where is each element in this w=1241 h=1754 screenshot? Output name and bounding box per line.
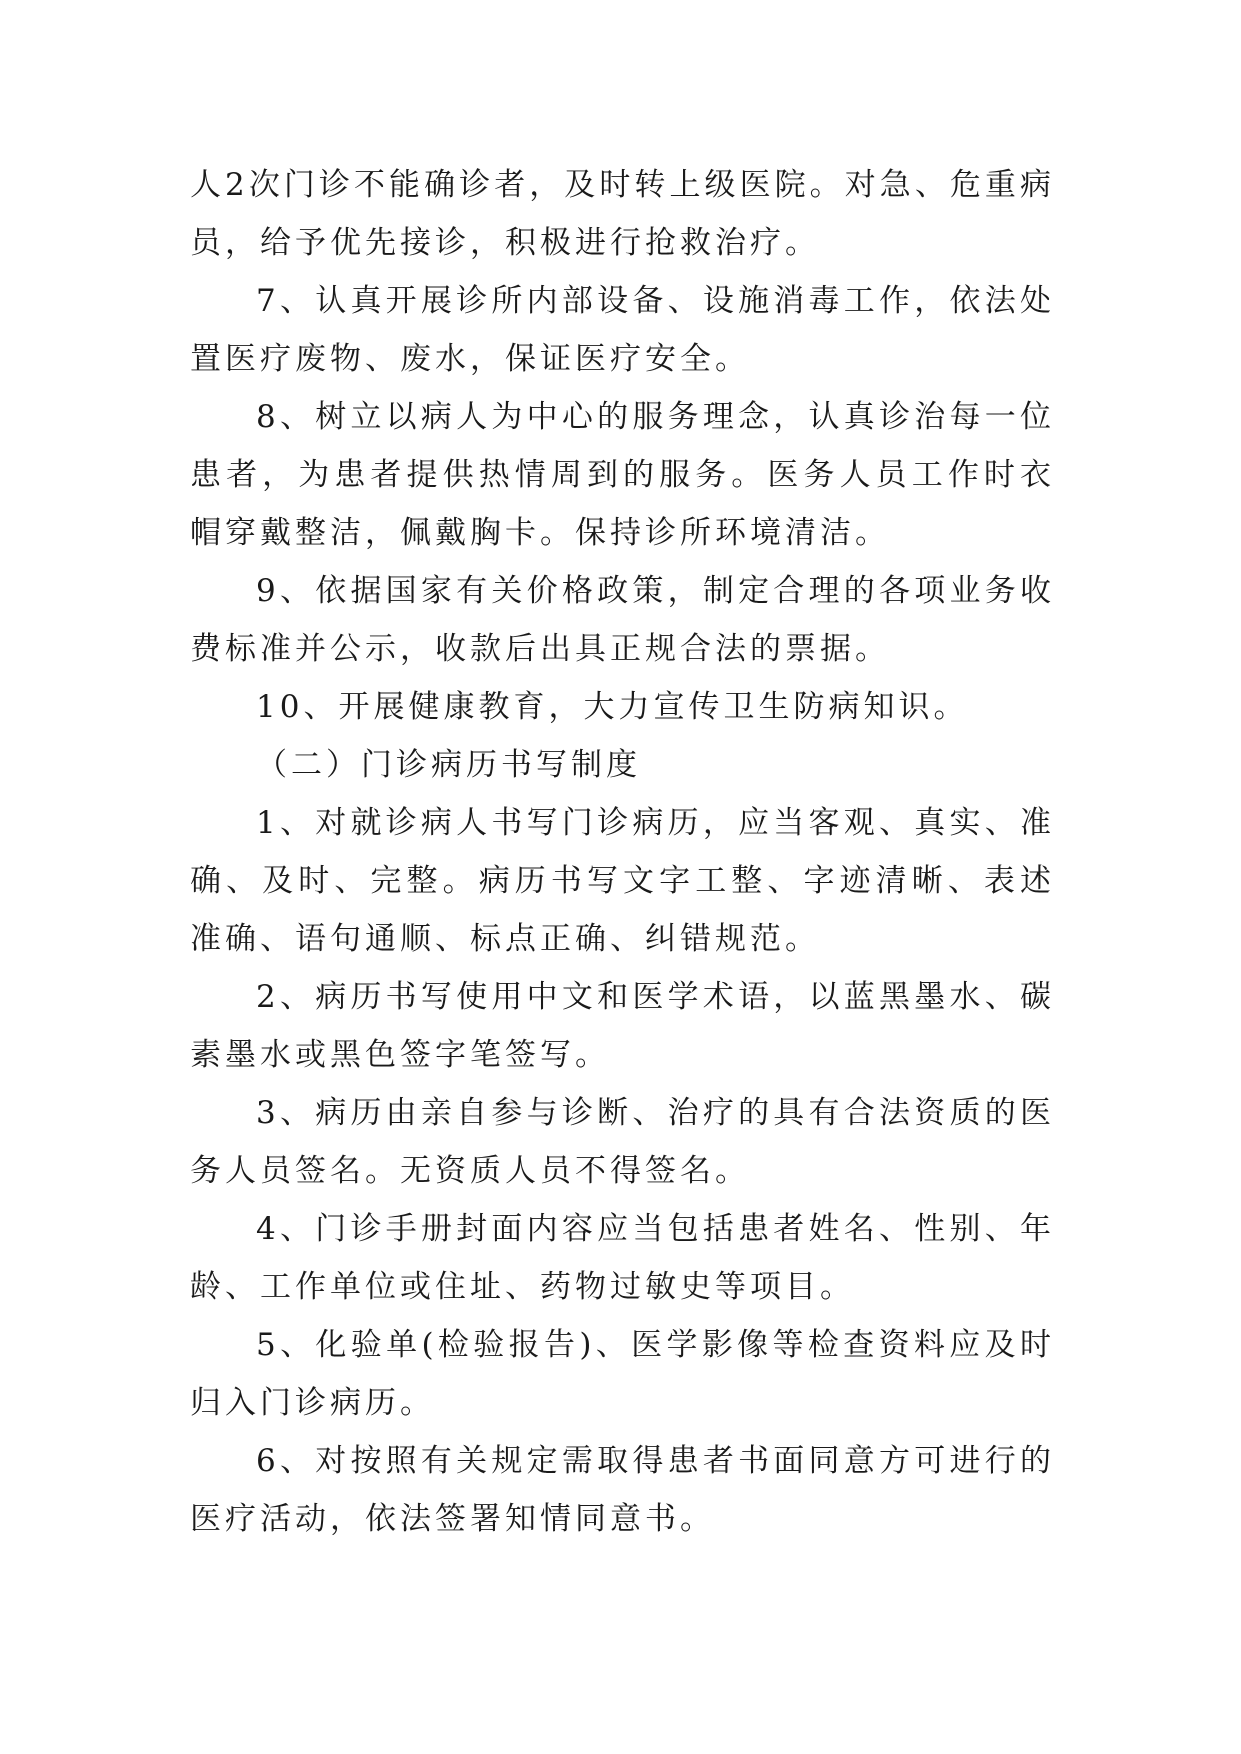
paragraph-record-5: 5、化验单(检验报告)、医学影像等检查资料应及时归入门诊病历。	[190, 1327, 1055, 1421]
paragraph-item-9: 9、依据国家有关价格政策，制定合理的各项业务收费标准并公示，收款后出具正规合法的票据。	[190, 573, 1055, 667]
paragraph-item-8: 8、树立以病人为中心的服务理念，认真诊治每一位患者，为患者提供热情周到的服务。医务人员工作时衣帽穿戴整洁，佩戴胸卡。保持诊所环境清洁。	[190, 399, 1055, 551]
document-body	[190, 156, 1055, 1548]
paragraph-record-4: 4、门诊手册封面内容应当包括患者姓名、性别、年龄、工作单位或住址、药物过敏史等项目。	[190, 1211, 1055, 1305]
paragraph-record-6: 6、对按照有关规定需取得患者书面同意方可进行的医疗活动，依法签署知情同意书。	[190, 1443, 1055, 1537]
section-heading: （二）门诊病历书写制度	[256, 747, 641, 783]
paragraph-continuation: 人2次门诊不能确诊者，及时转上级医院。对急、危重病员，给予优先接诊，积极进行抢救治疗。	[190, 167, 1055, 261]
paragraph-item-7: 7、认真开展诊所内部设备、设施消毒工作，依法处置医疗废物、废水，保证医疗安全。	[190, 283, 1055, 377]
paragraph-record-1: 1、对就诊病人书写门诊病历，应当客观、真实、准确、及时、完整。病历书写文字工整、字迹清晰、表述准确、语句通顺、标点正确、纠错规范。	[190, 805, 1055, 957]
paragraph-record-3: 3、病历由亲自参与诊断、治疗的具有合法资质的医务人员签名。无资质人员不得签名。	[190, 1095, 1055, 1189]
paragraph-item-10: 10、开展健康教育，大力宣传卫生防病知识。	[256, 689, 969, 725]
paragraph-record-2: 2、病历书写使用中文和医学术语，以蓝黑墨水、碳素墨水或黑色签字笔签写。	[190, 979, 1055, 1073]
